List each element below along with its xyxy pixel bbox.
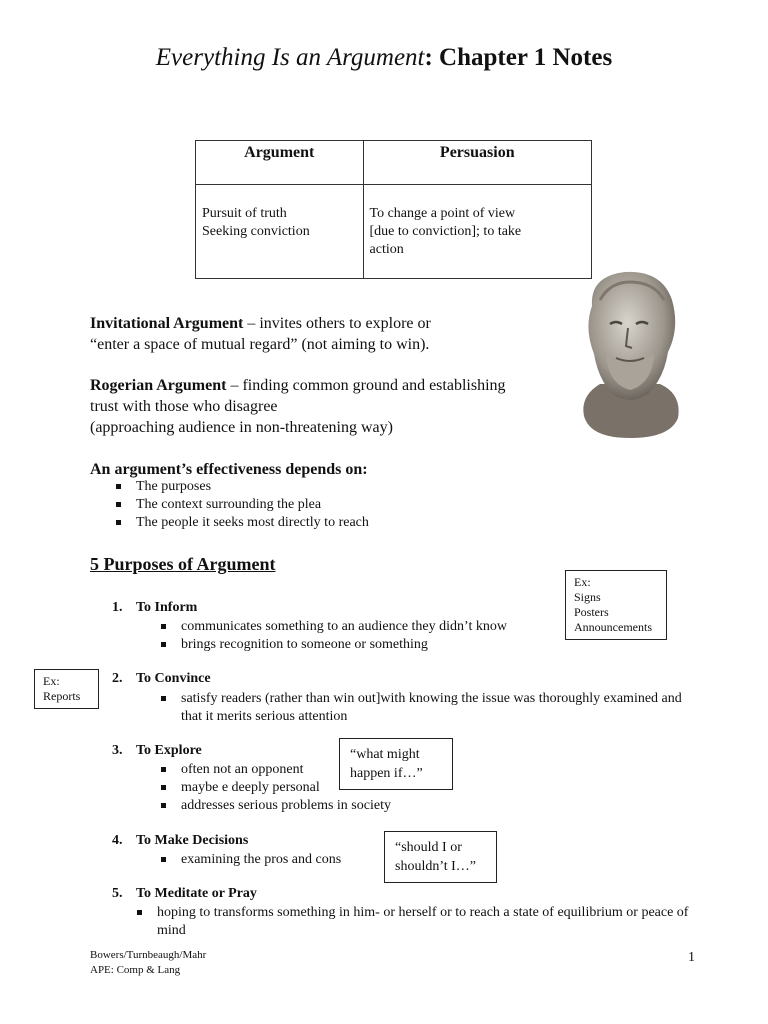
table-cell-argument [196,185,364,279]
purpose-number: 3. [112,743,123,758]
rogerian-text-2: trust with those who disagree [90,398,278,415]
box-line: Reports [43,689,81,703]
list-item: The people it seeks most directly to reach [116,514,369,532]
list-item: examining the pros and cons [161,851,341,869]
cell-line: To change a point of view [369,206,516,221]
cell-line: Pursuit of truth [202,206,287,221]
table-header-argument: Argument [196,141,364,185]
purpose-1 [112,600,197,616]
box-line: shouldn’t I…” [395,859,477,874]
purpose-2 [112,671,211,687]
box-line: Ex: [43,674,60,688]
invitational-argument [90,313,431,355]
purpose-2-items [161,690,701,726]
list-item: communicates something to an audience they didn’t know [161,618,507,636]
list-item: The context surrounding the plea [116,496,369,514]
box-line: Posters [574,605,609,619]
list-item: addresses serious problems in society [161,797,391,815]
invitational-text: – invites others to explore or [243,315,431,332]
example-box-reports [34,669,99,709]
purpose-label: To Meditate or Pray [136,886,257,901]
title-italic: Everything Is an Argument [155,44,425,71]
rogerian-text-3: (approaching audience in non-threatening way) [90,419,393,436]
footer-authors: Bowers/Turnbeaugh/Mahr [90,949,207,961]
purpose-label: To Convince [136,671,211,686]
list-item: hoping to transforms something in him- or herself or to reach a state of equilibrium or peace of mind [137,904,697,940]
argument-persuasion-table [195,140,592,279]
purpose-label: To Inform [136,600,198,615]
list-item: satisfy readers (rather than win out]with knowing the issue was thoroughly examined and that it merits serious attention [161,690,701,726]
rogerian-text: – finding common ground and establishing [226,377,506,394]
purpose-number: 5. [112,886,123,901]
box-line: “what might [350,747,420,762]
footer [90,948,206,978]
purpose-label: To Make Decisions [136,833,249,848]
purpose-4-items [161,851,341,869]
box-line: Announcements [574,620,652,634]
box-line: Signs [574,590,601,604]
purpose-number: 2. [112,671,123,686]
purpose-label: To Explore [136,743,202,758]
title-rest: : Chapter 1 Notes [424,44,613,71]
quote-box-should-i [384,831,497,883]
list-item: The purposes [116,478,369,496]
box-line: “should I or [395,840,462,855]
cell-line: Seeking conviction [202,224,310,239]
table-cell-persuasion [363,185,591,279]
effectiveness-heading: An argument’s effectiveness depends on: [90,461,368,478]
invitational-text-2: “enter a space of mutual regard” (not aiming to win). [90,336,430,353]
cell-line: [due to conviction]; to take [369,224,522,239]
page-title [0,44,768,72]
purposes-heading: 5 Purposes of Argument [90,554,276,574]
purpose-5 [112,886,257,902]
box-line: Ex: [574,575,591,589]
quote-box-what-might [339,738,453,790]
table-header-persuasion: Persuasion [363,141,591,185]
purpose-4 [112,833,248,849]
purpose-1-items [161,618,507,654]
cell-line: action [369,242,404,257]
effectiveness-list [116,478,369,532]
purpose-number: 4. [112,833,123,848]
list-item: often not an opponent [161,761,391,779]
rogerian-argument [90,375,506,438]
footer-course: APE: Comp & Lang [90,964,181,976]
list-item: brings recognition to someone or something [161,636,507,654]
example-box-signs [565,570,667,640]
purpose-3 [112,743,202,759]
term-invitational: Invitational Argument [90,315,244,332]
aristotle-bust-image [570,266,690,442]
box-line: happen if…” [350,766,423,781]
purpose-number: 1. [112,600,123,615]
list-item: maybe e deeply personal [161,779,391,797]
page-number: 1 [688,950,695,965]
term-rogerian: Rogerian Argument [90,377,227,394]
purpose-5-items [137,904,697,940]
